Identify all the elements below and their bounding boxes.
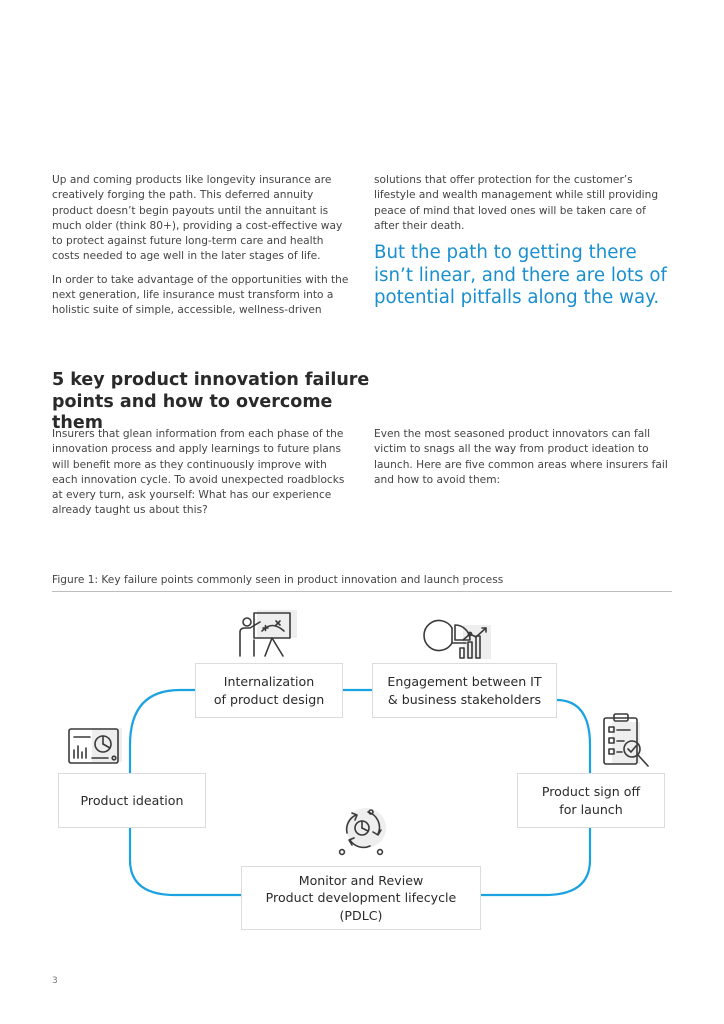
step-internalization: [195, 663, 343, 718]
pull-quote: But the path to getting there isn’t linear, and there are lots of potential pitfalls along the way.: [374, 242, 667, 309]
pie-bar-chart-icon: [424, 621, 491, 660]
presenter-board-icon: [240, 610, 297, 656]
intro-paragraph-1: Up and coming products like longevity insurance are creatively forging the path. This deferred annuity product doesn’t begin payouts until the annuitant is much older (think 80+), providing a cost-effective way to protect against future long-term care and health costs needed to age well in the later stages of life.: [52, 174, 343, 263]
figure-caption: Figure 1: Key failure points commonly seen in product innovation and launch process: [52, 574, 672, 592]
dashboard-chart-icon: [69, 728, 122, 763]
step-engagement: [372, 663, 557, 718]
intro-paragraph-2: In order to take advantage of the opportunities with the next generation, life insurance must transform into a holistic suite of simple, accessible, wellness-driven: [52, 273, 349, 317]
step-monitor: [241, 866, 481, 930]
step-signoff-label: Product sign off for launch: [541, 784, 641, 817]
section-heading: 5 key product innovation failure points and how to overcome them: [52, 370, 370, 433]
step-internalization-label: Internalization of product design: [213, 674, 325, 707]
intro-paragraph-3: solutions that offer protection for the customer’s lifestyle and wealth management while still providing peace of mind that loved ones will be taken care of after their death.: [374, 174, 659, 232]
section-paragraph-right: Even the most seasoned product innovators can fall victim to snags all the way from product ideation to launch. Here are five common areas where insurers fail and how to avoid them:: [374, 428, 668, 486]
step-ideation-label: Product ideation: [80, 792, 184, 808]
checklist-magnifier-icon: [604, 714, 648, 766]
step-ideation: [58, 773, 206, 828]
step-signoff: [517, 773, 665, 828]
page-number: 3: [52, 976, 58, 986]
step-engagement-label: Engagement between IT & business stakeholders: [387, 674, 542, 707]
cycle-review-icon: [340, 808, 386, 854]
step-monitor-label: Monitor and Review Product development lifecycle (PDLC): [265, 872, 457, 923]
section-paragraph-left: Insurers that glean information from each phase of the innovation process and apply learnings to future plans will benefit more as they continuously improve with each innovation cycle. To avoid unexpected roadblocks at every turn, ask yourself: What has our experience already taught us about this?: [52, 428, 345, 517]
